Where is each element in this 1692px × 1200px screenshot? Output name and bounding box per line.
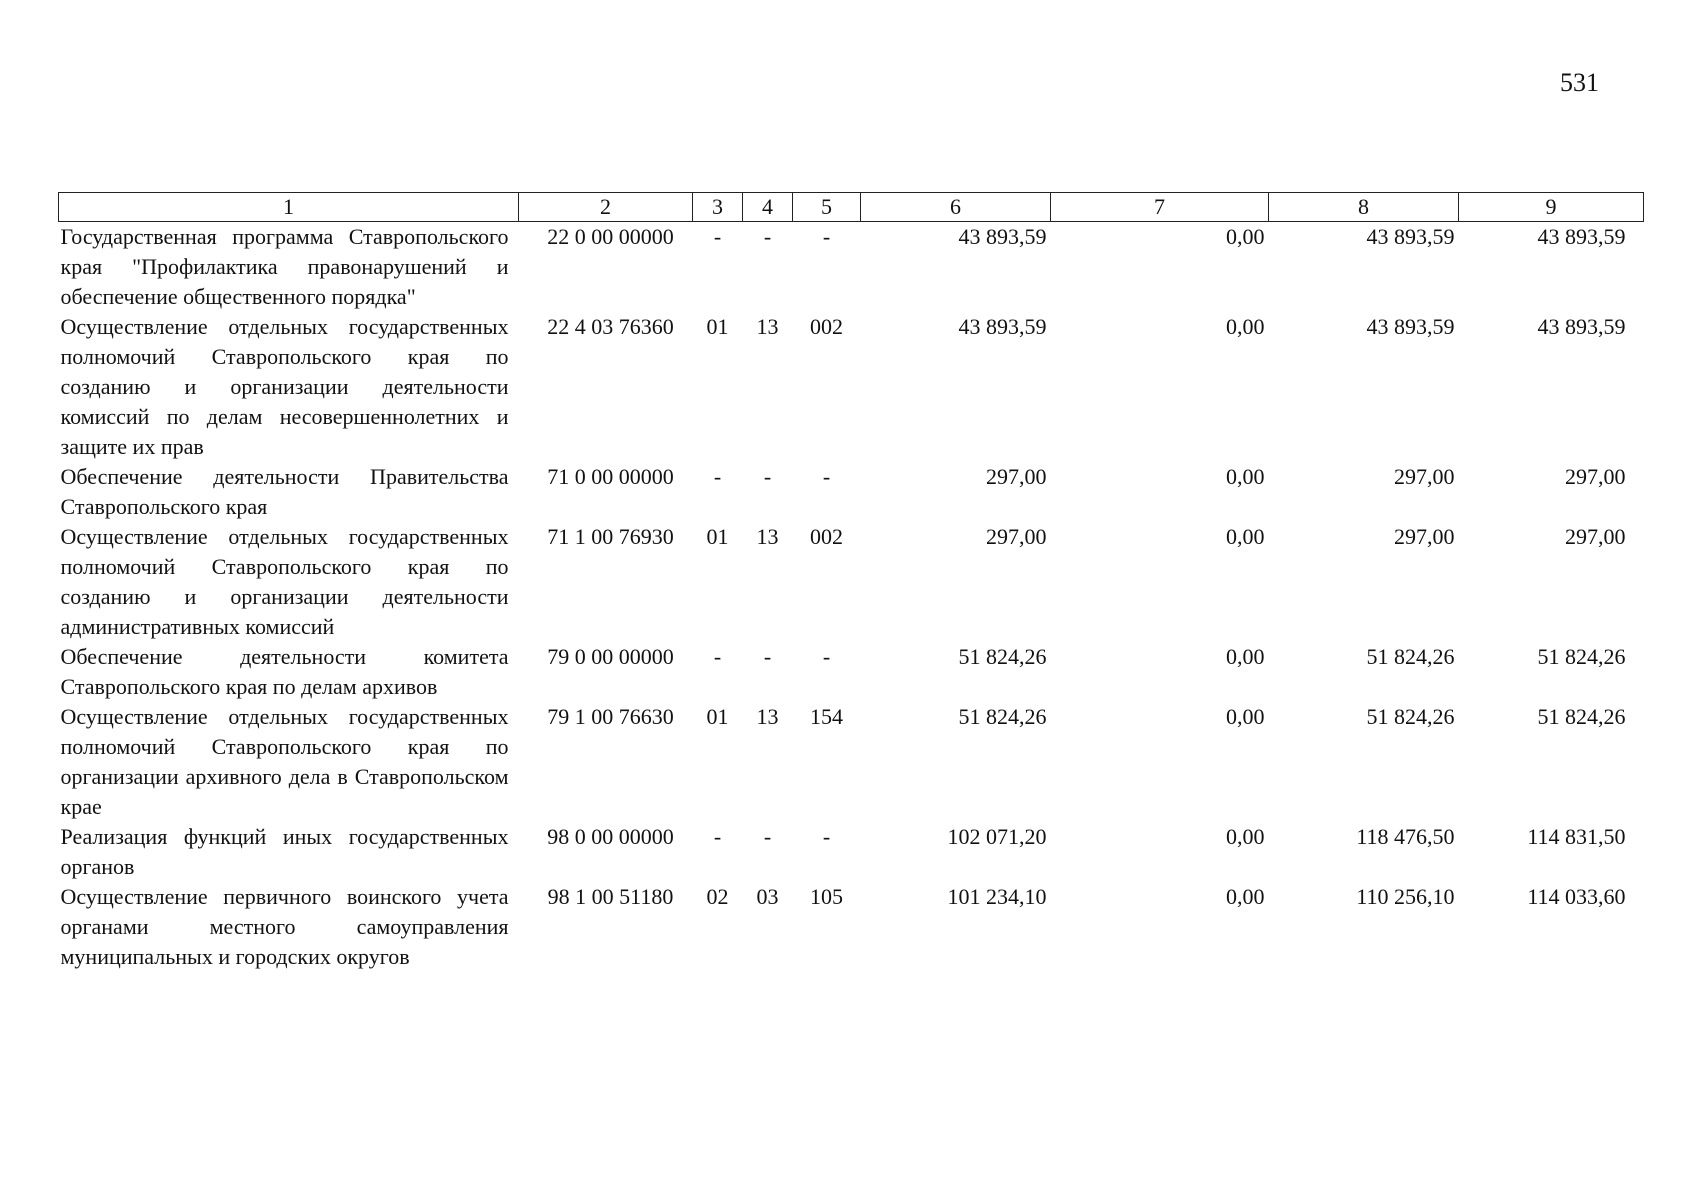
row-value-7: 0,00 (1226, 314, 1265, 339)
row-value-8: 118 476,50 (1356, 824, 1455, 849)
row-col3: 01 (706, 314, 729, 339)
row-code: 98 1 00 51180 (547, 884, 674, 909)
row-value-8: 297,00 (1394, 464, 1455, 489)
table-row (59, 882, 1644, 972)
row-value-7: 0,00 (1226, 464, 1265, 489)
row-col5: - (822, 824, 831, 849)
row-code: 79 1 00 76630 (547, 704, 674, 729)
row-value-8: 43 893,59 (1366, 224, 1455, 249)
row-value-8: 51 824,26 (1366, 644, 1455, 669)
row-col4: 13 (756, 314, 779, 339)
row-name: Реализация функций иных государственных органов (60, 824, 509, 879)
column-header-3: 3 (693, 193, 743, 222)
row-code: 22 4 03 76360 (547, 314, 674, 339)
row-col3: 02 (706, 884, 729, 909)
row-col3: - (713, 644, 722, 669)
table-row (59, 822, 1644, 882)
row-col4: 13 (756, 704, 779, 729)
table-header (59, 193, 1644, 222)
row-value-6: 297,00 (986, 464, 1047, 489)
row-value-9: 51 824,26 (1537, 704, 1626, 729)
row-col4: - (763, 464, 772, 489)
row-value-7: 0,00 (1226, 224, 1265, 249)
row-value-9: 43 893,59 (1537, 314, 1626, 339)
row-value-6: 297,00 (986, 524, 1047, 549)
row-value-8: 51 824,26 (1366, 704, 1455, 729)
row-name: Обеспечение деятельности комитета Ставропольского края по делам архивов (60, 644, 509, 699)
row-value-9: 43 893,59 (1537, 224, 1626, 249)
column-header-4: 4 (743, 193, 793, 222)
row-col5: 002 (810, 524, 843, 549)
row-name: Осуществление первичного воинского учета органами местного самоуправления муниципальных и городских округов (60, 884, 509, 969)
row-value-7: 0,00 (1226, 704, 1265, 729)
row-value-7: 0,00 (1226, 824, 1265, 849)
table-row (59, 462, 1644, 522)
table-row (59, 642, 1644, 702)
row-value-9: 114 831,50 (1527, 824, 1626, 849)
row-value-9: 297,00 (1565, 464, 1626, 489)
column-header-5: 5 (793, 193, 861, 222)
table-row (59, 702, 1644, 822)
row-value-9: 51 824,26 (1537, 644, 1626, 669)
row-value-6: 51 824,26 (958, 644, 1047, 669)
table-body (59, 222, 1644, 973)
row-value-7: 0,00 (1226, 524, 1265, 549)
table-row (59, 522, 1644, 642)
row-code: 22 0 00 00000 (547, 224, 674, 249)
row-name: Государственная программа Ставропольского края "Профилактика правонарушений и обеспечение общественного порядка" (60, 224, 509, 309)
row-value-6: 51 824,26 (958, 704, 1047, 729)
row-col3: 01 (706, 524, 729, 549)
column-header-7: 7 (1051, 193, 1269, 222)
column-header-8: 8 (1269, 193, 1459, 222)
row-value-6: 43 893,59 (958, 224, 1047, 249)
row-code: 71 0 00 00000 (547, 464, 674, 489)
row-value-6: 102 071,20 (947, 824, 1047, 849)
row-name: Осуществление отдельных государственных полномочий Ставропольского края по созданию и организации деятельности административных комиссий (60, 524, 509, 639)
row-code: 79 0 00 00000 (547, 644, 674, 669)
table-row (59, 222, 1644, 313)
row-value-7: 0,00 (1226, 644, 1265, 669)
page-number: 531 (1560, 68, 1599, 97)
column-header-1: 1 (59, 193, 519, 222)
row-col4: - (763, 644, 772, 669)
budget-table (58, 192, 1644, 972)
row-col4: 03 (756, 884, 779, 909)
row-value-6: 43 893,59 (958, 314, 1047, 339)
row-col3: - (713, 224, 722, 249)
row-col5: 154 (810, 704, 843, 729)
row-col3: - (713, 824, 722, 849)
row-name: Обеспечение деятельности Правительства Ставропольского края (60, 464, 509, 519)
column-header-6: 6 (861, 193, 1051, 222)
row-code: 98 0 00 00000 (547, 824, 674, 849)
row-value-9: 114 033,60 (1527, 884, 1626, 909)
row-col5: - (822, 224, 831, 249)
row-value-8: 110 256,10 (1356, 884, 1455, 909)
row-col4: - (763, 824, 772, 849)
row-value-8: 297,00 (1394, 524, 1455, 549)
row-col5: - (822, 644, 831, 669)
row-name: Осуществление отдельных государственных полномочий Ставропольского края по созданию и организации деятельности комиссий по делам несовершеннолетних и защите их прав (60, 314, 509, 459)
row-value-8: 43 893,59 (1366, 314, 1455, 339)
row-name: Осуществление отдельных государственных полномочий Ставропольского края по организации архивного дела в Ставропольском крае (60, 704, 509, 819)
row-col5: 002 (810, 314, 843, 339)
header-row (59, 193, 1644, 222)
row-col4: 13 (756, 524, 779, 549)
row-col5: 105 (810, 884, 843, 909)
row-col5: - (822, 464, 831, 489)
column-header-9: 9 (1459, 193, 1644, 222)
row-value-9: 297,00 (1565, 524, 1626, 549)
row-value-6: 101 234,10 (947, 884, 1047, 909)
row-col3: - (713, 464, 722, 489)
row-code: 71 1 00 76930 (547, 524, 674, 549)
table-row (59, 312, 1644, 462)
row-col4: - (763, 224, 772, 249)
row-col3: 01 (706, 704, 729, 729)
row-value-7: 0,00 (1226, 884, 1265, 909)
column-header-2: 2 (519, 193, 693, 222)
